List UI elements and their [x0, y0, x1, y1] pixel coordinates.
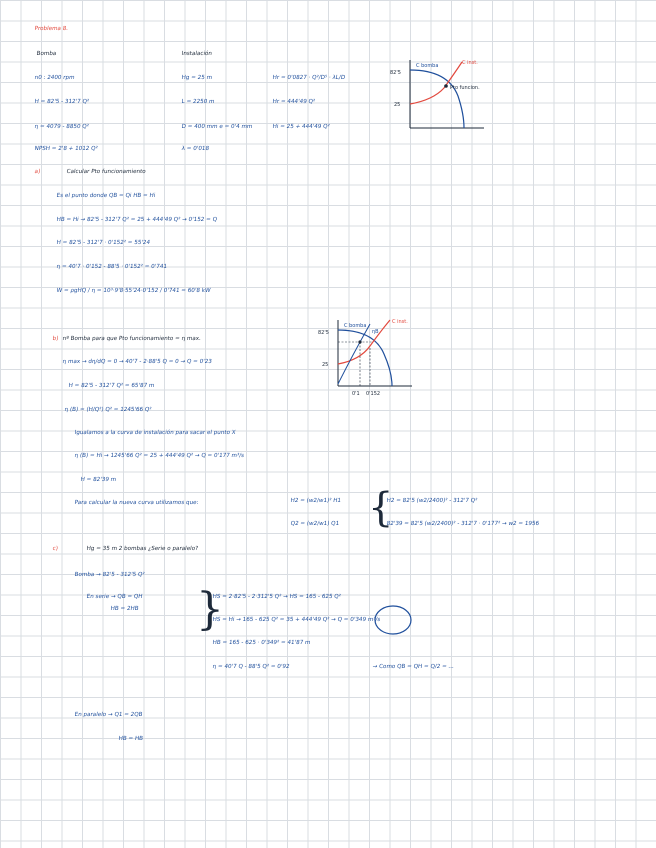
highlight-circle: [373, 604, 413, 636]
part-a-line-3: H = 82'5 - 312'7 · 0'152² = 55'24: [56, 240, 151, 246]
chart1-install-label: C inst.: [462, 60, 478, 66]
part-b-line-5: η (B) = Hi → 1245'66 Q² = 25 + 444'49 Q² → Q = 0'177 m³/s: [74, 453, 245, 459]
chart2-x-second: 0'152: [366, 391, 381, 397]
chart1-pump-label: C bomba: [416, 63, 439, 69]
part-c-efficiency: η = 40'7 Q - 88'5 Q² = 0'92: [212, 664, 290, 670]
part-a-line-1: Es el punto donde QB = Qi HB = Hi: [56, 193, 156, 199]
pipe-diameter: D = 400 mm e = 0'4 mm: [181, 124, 253, 130]
chart1-y-top: 82'5: [390, 70, 401, 76]
part-c-series-curve: HS = 2·82'5 - 2·312'5 Q² → HS = 165 - 625 Q²: [212, 594, 342, 600]
part-c-conclusion: → Como QB = QH = Q/2 = ...: [372, 664, 455, 670]
chart2-pump-label: C bomba: [344, 323, 367, 329]
part-b-label: b): [52, 336, 59, 342]
chart2-y-top: 82'5: [318, 330, 329, 336]
pipe-length: L = 2250 m: [181, 99, 215, 105]
part-b-line-6: H = 82'39 m: [80, 477, 117, 483]
chart2-y-low: 25: [322, 362, 329, 368]
part-c-label: c): [52, 546, 59, 552]
part-a-line-2: HB = Hi → 82'5 - 312'7 Q² = 25 + 444'49 Q² → 0'152 = Q: [56, 217, 218, 223]
part-b-line-2: H = 82'5 - 312'7 Q² = 65'87 m: [68, 383, 155, 389]
part-b-result: 82'39 = 82'5 (w2/2400)² - 312'7 · 0'177² → w2 = 1956: [386, 521, 540, 527]
part-b-line-7: Para calcular la nueva curva utilizamos que:: [74, 500, 199, 506]
installation-heading: Instalación: [181, 51, 213, 57]
pump-efficiency: η = 4079 - 8850 Q²: [34, 124, 90, 130]
max-efficiency-sketch: [316, 316, 420, 402]
pump-heading: Bomba: [36, 51, 57, 57]
part-c-series-h: HB = 2HB: [110, 606, 139, 612]
installation-curve: Hi = 25 + 444'49 Q²: [272, 124, 331, 130]
part-a-line-4: η = 40'7 · 0'152 - 88'5 · 0'152² = 0'741: [56, 264, 168, 270]
part-b-similarity-q: Q2 = (w2/w1) Q1: [290, 521, 340, 527]
pump-curve: H = 82'5 - 312'7 Q²: [34, 99, 90, 105]
part-a-line-5: W = ρgHQ / η = 10³·9'8·55'24·0'152 / 0'741 = 60'8 kW: [56, 288, 211, 294]
geodesic-height: Hg = 25 m: [181, 75, 213, 81]
part-c-pump: Bomba → 82'5 - 312'5 Q²: [74, 572, 145, 578]
chart1-point-label: Pto funcion.: [450, 85, 480, 91]
pump-speed: n0 : 2400 rpm: [34, 75, 75, 81]
part-b-line-1: η max → dη/dQ = 0 → 40'7 - 2·88'5 Q = 0 → Q = 0'23: [62, 359, 213, 365]
part-a-title: Calcular Pto funcionamiento: [66, 169, 147, 175]
part-c-head: HB = 165 - 625 · 0'349² = 41'87 m: [212, 640, 311, 646]
loss-formula: Hr = 0'0827 · Q²/D⁵ · λL/D: [272, 75, 346, 81]
part-c-brace: }: [196, 584, 224, 635]
part-c-parallel: En paralelo → Q1 = 2QB: [74, 712, 143, 718]
part-b-line-4: Igualamos a la curva de instalación para sacar el punto X: [74, 430, 236, 436]
part-b-brace: {: [368, 485, 394, 531]
friction-factor: λ = 0'018: [181, 146, 210, 152]
part-c-series: En serie → QB = QH: [86, 594, 143, 600]
chart1-y-low: 25: [394, 102, 401, 108]
part-c-equality: HS = Hi → 165 - 625 Q² = 35 + 444'49 Q² → Q = 0'349 m³/s: [212, 617, 381, 623]
chart2-install-label: C inst.: [392, 319, 408, 325]
part-b-line-3: η (B) = (H/Q²) Q² = 1245'66 Q²: [64, 407, 152, 413]
operating-point-sketch: [388, 56, 488, 134]
part-a-label: a): [34, 169, 41, 175]
part-c-parallel-h: HB = HB: [118, 736, 144, 742]
chart2-x-first: 0'1: [352, 391, 360, 397]
part-c-intro: Hg = 35 m 2 bombas ¿Serie o paralelo?: [86, 546, 199, 552]
part-b-new-curve: H2 = 82'5 (w2/2400)² - 312'7 Q²: [386, 498, 478, 504]
part-b-title: nº Bomba para que Pto funcionamiento = η max.: [62, 336, 202, 342]
chart2-eff-label: ηB: [372, 329, 379, 335]
loss-value: Hr = 444'49 Q²: [272, 99, 316, 105]
part-b-similarity-h: H2 = (w2/w1)² H1: [290, 498, 342, 504]
pump-npsh: NPSH = 2'8 + 1012 Q²: [34, 146, 99, 152]
page-title: Problema 8.: [34, 26, 69, 32]
